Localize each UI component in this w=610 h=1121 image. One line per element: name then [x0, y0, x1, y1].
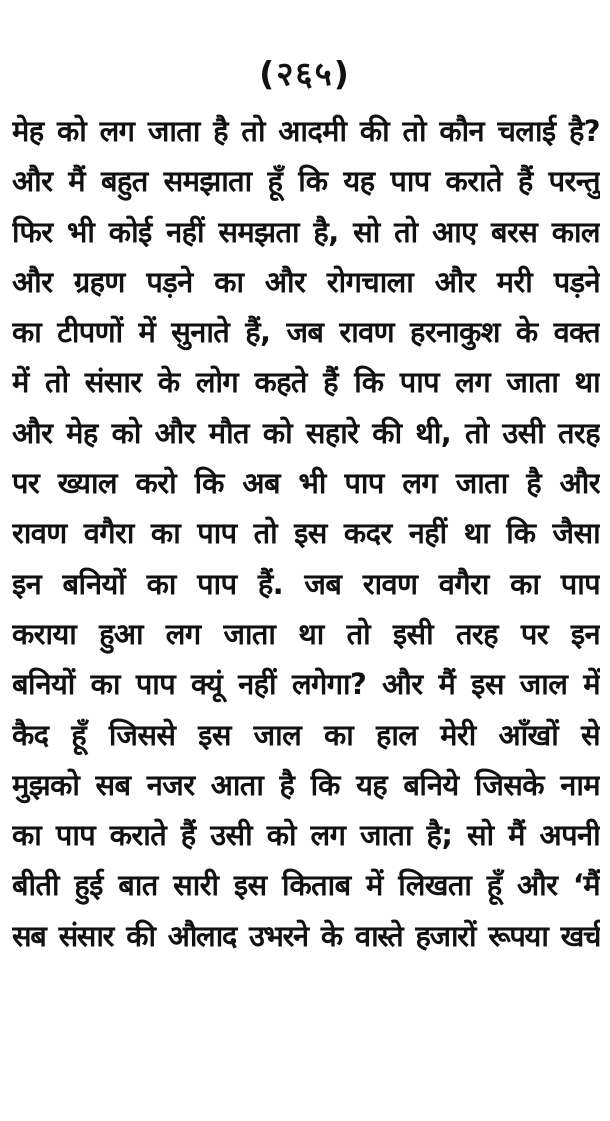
text-line: कराया हुआ लग जाता था तो इसी तरह पर इन — [12, 616, 600, 651]
text-line: फिर भी कोई नहीं समझता है, सो तो आए बरस काल — [12, 214, 600, 249]
text-line: और मैं बहुत समझाता हूँ कि यह पाप कराते हैं परन्तु — [12, 164, 600, 199]
text-line: बीती हुई बात सारी इस किताब में लिखता हूँ और ‘मैं — [12, 868, 600, 903]
text-line: और मेह को और मौत को सहारे की थी, तो उसी तरह — [12, 415, 600, 450]
text-line: में तो संसार के लोग कहते हैं कि पाप लग जाता था — [12, 365, 600, 400]
text-line: का पाप कराते हैं उसी को लग जाता है; सो मैं अपनी — [12, 818, 600, 853]
text-line: और ग्रहण पड़ने का और रोगचाला और मरी पड़ने — [12, 264, 600, 299]
text-line: रावण वगैरा का पाप तो इस कदर नहीं था कि जैसा — [12, 516, 600, 551]
text-line: सब संसार की औलाद उभरने के वास्ते हजारों रूपया खर्च — [12, 918, 600, 953]
page-number: (२६५) — [259, 54, 351, 93]
text-line: कैद हूँ जिससे इस जाल का हाल मेरी आँखों से — [12, 717, 600, 752]
text-line: का टीपणों में सुनाते हैं, जब रावण हरनाकुश के वक्त — [12, 315, 600, 350]
body-text — [12, 106, 600, 961]
text-line: पर ख्याल करो कि अब भी पाप लग जाता है और — [12, 466, 600, 501]
text-line: मुझको सब नजर आता है कि यह बनिये जिसके नाम — [12, 767, 600, 802]
text-line: बनियों का पाप क्यूं नहीं लगेगा? और मैं इस जाल में — [12, 667, 600, 702]
text-line: मेह को लग जाता है तो आदमी की तो कौन चलाई है? — [12, 114, 600, 148]
text-line: इन बनियों का पाप हैं. जब रावण वगैरा का पाप — [12, 566, 600, 601]
